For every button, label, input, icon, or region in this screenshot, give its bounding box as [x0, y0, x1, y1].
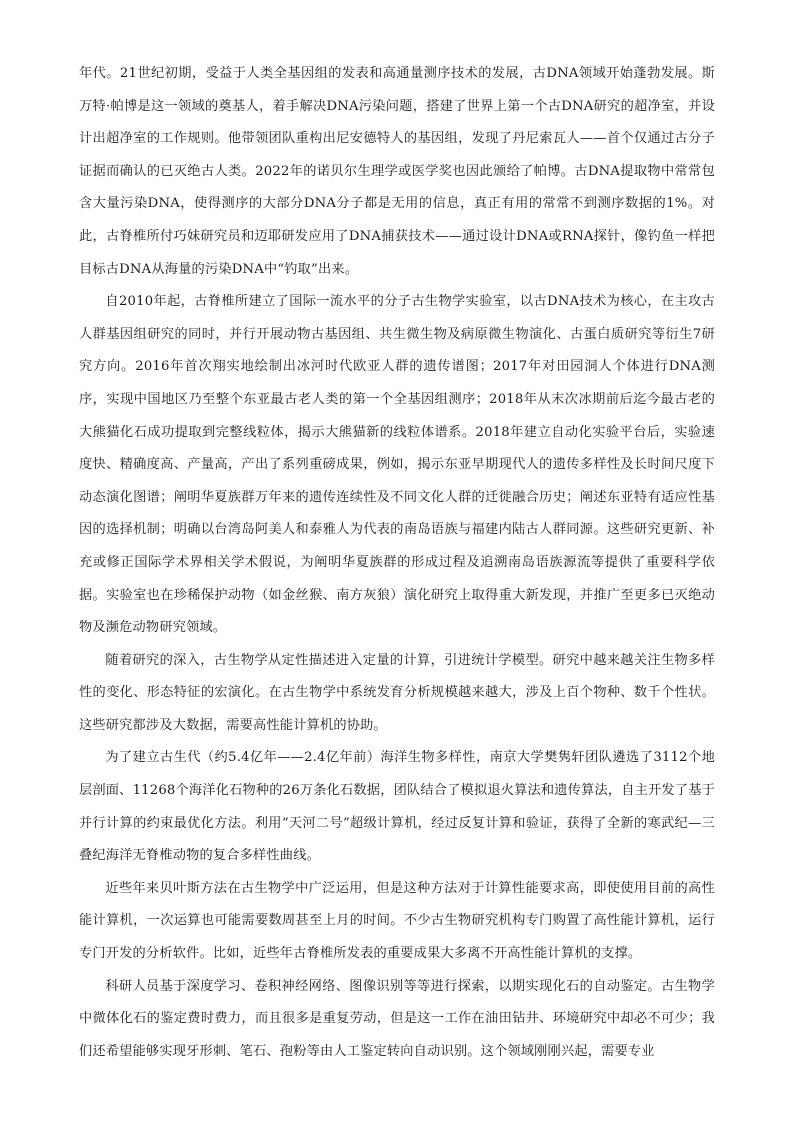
paragraph-bayesian-methods: 近些年来贝叶斯方法在古生物学中广泛运用，但是这种方法对于计算性能要求高，即使使用目前的高性能计算机，一次运算也可能需要数周甚至上月的时间。不少古生物研究机构专门购置了高性能计算机，运行专门开发的分析软件。比如，近些年古脊椎所发表的重要成果大多离不开高性能计算机的支撑。 [79, 880, 715, 962]
paragraph-paleozoic-diversity: 为了建立古生代（约5.4亿年——2.4亿年前）海洋生物多样性，南京大学樊隽轩团队遴选了3112个地层剖面、11268个海洋化石物种的26万条化石数据，团队结合了模拟退火算法和遗传算法，自主开发了基于并行计算的约束最优化方法。利用“天河二号”超级计算机，经过反复计算和验证，获得了全新的寒武纪—三叠纪海洋无脊椎动物的复合多样性曲线。 [79, 750, 715, 864]
paragraph-molecular-lab: 自2010年起，古脊椎所建立了国际一流水平的分子古生物学实验室，以古DNA技术为核心，在主攻古人群基因组研究的同时，并行开展动物古基因组、共生微生物及病原微生物演化、古蛋白质研究等衍生7研究方向。2016年首次翔实地绘制出冰河时代欧亚人群的遗传谱图；2017年对田园洞人个体进行DNA测序，实现中国地区乃至整个东亚最古老人类的第一个全基因组测序；2018年从末次冰期前后迄今最古老的大熊猫化石成功提取到完整线粒体，揭示大熊猫新的线粒体谱系。2018年建立自动化实验平台后，实验速度快、精确度高、产量高，产出了系列重磅成果，例如，揭示东亚早期现代人的遗传多样性及长时间尺度下动态演化图谱；阐明华夏族群万年来的遗传连续性及不同文化人群的迁徙融合历史；阐述东亚特有适应性基因的选择机制；明确以台湾岛阿美人和泰雅人为代表的南岛语族与福建内陆古人群同源。这些研究更新、补充或修正国际学术界相关学术假说，为阐明华夏族群的形成过程及追溯南岛语族源流等提供了重要科学依据。实验室也在珍稀保护动物（如金丝猴、南方灰狼）演化研究上取得重大新发现，并推广至更多已灭绝动物及濒危动物研究领域。 [79, 294, 715, 636]
paragraph-deep-learning: 科研人员基于深度学习、卷积神经网络、图像识别等等进行探索，以期实现化石的自动鉴定。古生物学中微体化石的鉴定费时费力，而且很多是重复劳动，但是这一工作在油田钻井、环境研究中却必不可少；我们还希望能够实现牙形刺、笔石、孢粉等由人工鉴定转向自动识别。这个领域刚刚兴起，需要专业 [79, 978, 715, 1059]
paragraph-continued-dna-history: 年代。21世纪初期，受益于人类全基因组的发表和高通量测序技术的发展，古DNA领域开始蓬勃发展。斯万特·帕博是这一领域的奠基人，着手解决DNA污染问题，搭建了世界上第一个古DNA研究的超净室，并设计出超净室的工作规则。他带领团队重构出尼安德特人的基因组，发现了丹尼索瓦人——首个仅通过古分子证据而确认的已灭绝古人类。2022年的诺贝尔生理学或医学奖也因此颁给了帕博。古DNA提取物中常常包含大量污染DNA，使得测序的大部分DNA分子都是无用的信息，真正有用的常常不到测序数据的1%。对此，古脊椎所付巧妹研究员和迈耶研发应用了DNA捕获技术——通过设计DNA或RNA探针，像钓鱼一样把目标古DNA从海量的污染DNA中“钓取”出来。 [79, 66, 715, 277]
document-page [79, 58, 715, 1068]
paragraph-quantitative-research: 随着研究的深入，古生物学从定性描述进入定量的计算，引进统计学模型。研究中越来越关注生物多样性的变化、形态特征的宏演化。在古生物学中系统发育分析规模越来越大，涉及上百个物种、数千个性状。这些研究都涉及大数据，需要高性能计算机的协助。 [79, 652, 715, 733]
